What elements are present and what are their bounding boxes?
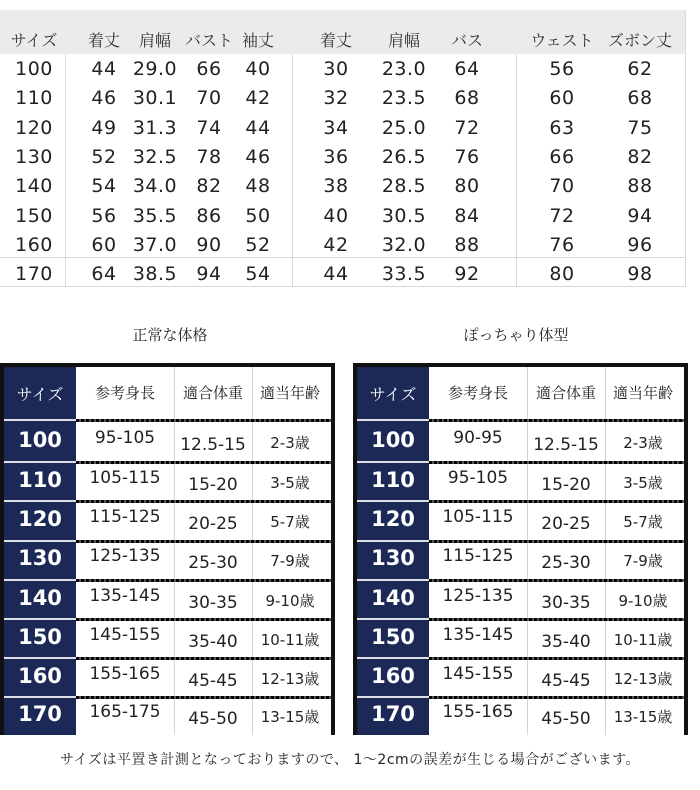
size-cell: 140 — [15, 175, 53, 198]
height-cell: 135-145 — [89, 586, 161, 606]
measurement-cell: 46 — [91, 87, 117, 110]
height-cell: 105-115 — [442, 507, 514, 527]
measurement-cell: 52 — [91, 145, 117, 168]
row-divider — [0, 257, 686, 258]
age-cell: 2-3歳 — [623, 434, 663, 452]
column-header: 肩幅 — [387, 31, 421, 50]
size-cell: 120 — [15, 116, 53, 139]
size-cell: 170 — [18, 702, 62, 726]
table-frame — [353, 363, 688, 367]
measurement-cell: 35.5 — [132, 204, 178, 227]
row-divider — [353, 579, 429, 581]
height-cell: 95-105 — [94, 428, 156, 448]
age-cell: 3-5歳 — [270, 474, 310, 492]
weight-cell: 45-45 — [541, 671, 591, 691]
size-cell: 160 — [18, 664, 62, 688]
size-cell: 110 — [371, 468, 415, 492]
chubby-build-caption: ぽっちゃり体型 — [463, 326, 569, 344]
measurement-cell: 70 — [196, 87, 222, 110]
normal-build-caption: 正常な体格 — [132, 326, 208, 344]
measurement-cell: 42 — [245, 87, 271, 110]
row-divider — [0, 461, 76, 463]
weight-cell: 30-35 — [188, 593, 238, 613]
weight-cell: 30-35 — [541, 593, 591, 613]
measurement-cell: 62 — [627, 58, 653, 80]
measurement-cell: 88 — [454, 233, 480, 256]
measurement-cell: 44 — [91, 58, 117, 80]
measurement-cell: 23.5 — [381, 87, 427, 110]
height-cell: 115-125 — [442, 546, 514, 566]
row-divider — [0, 657, 76, 659]
measurement-cell: 34 — [323, 116, 349, 139]
measurement-cell: 49 — [91, 116, 117, 139]
size-cell: 150 — [15, 204, 53, 227]
row-divider — [0, 696, 76, 698]
measurement-cell: 66 — [549, 145, 575, 168]
weight-cell: 20-25 — [541, 514, 591, 534]
weight-cell: 15-20 — [541, 475, 591, 495]
age-cell: 13-15歳 — [260, 708, 320, 726]
height-cell: 155-165 — [89, 664, 161, 684]
size-cell: 140 — [18, 586, 62, 610]
row-divider — [76, 696, 335, 699]
measurement-cell: 54 — [91, 175, 117, 198]
measurement-cell: 30 — [323, 58, 349, 80]
measurement-cell: 80 — [454, 175, 480, 198]
column-header: 肩幅 — [138, 31, 172, 50]
size-cell: 100 — [371, 428, 415, 452]
measurement-cell: 23.0 — [381, 58, 427, 80]
size-cell: 130 — [15, 145, 53, 168]
table-frame — [331, 363, 335, 735]
row-divider — [76, 419, 335, 422]
measurement-cell: 44 — [245, 116, 271, 139]
measurement-cell: 40 — [245, 58, 271, 80]
weight-cell: 12.5-15 — [180, 435, 246, 455]
row-divider — [0, 618, 76, 620]
measurement-cell: 75 — [627, 116, 653, 139]
measurement-cell: 72 — [454, 116, 480, 139]
row-divider — [353, 500, 429, 502]
measurement-cell: 38.5 — [132, 263, 178, 286]
row-divider — [429, 500, 688, 503]
age-cell: 7-9歳 — [623, 552, 663, 570]
row-divider — [0, 540, 76, 542]
height-cell: 145-155 — [442, 664, 514, 684]
row-divider — [0, 419, 76, 421]
column-header: 袖丈 — [241, 31, 275, 50]
row-divider — [76, 540, 335, 543]
row-divider — [429, 540, 688, 543]
column-header: バス — [450, 31, 484, 50]
measurement-cell: 32.5 — [132, 145, 178, 168]
weight-cell: 45-50 — [541, 709, 591, 729]
measurement-cell: 56 — [91, 204, 117, 227]
measurement-cell: 38 — [323, 175, 349, 198]
size-cell: 120 — [18, 507, 62, 531]
measurement-cell: 33.5 — [381, 263, 427, 286]
size-cell: 110 — [18, 468, 62, 492]
column-header: 参考身長 — [94, 384, 156, 402]
weight-cell: 45-45 — [188, 671, 238, 691]
measurement-cell: 42 — [323, 233, 349, 256]
row-divider — [76, 500, 335, 503]
height-cell: 95-105 — [447, 468, 509, 488]
column-header: 適当年齢 — [259, 384, 321, 402]
measurement-cell: 96 — [627, 233, 653, 256]
measurement-cell: 72 — [549, 204, 575, 227]
age-cell: 5-7歳 — [270, 513, 310, 531]
measurement-cell: 32.0 — [381, 233, 427, 256]
column-header: サイズ — [369, 385, 417, 404]
measurement-cell: 34.0 — [132, 175, 178, 198]
age-cell: 5-7歳 — [623, 513, 663, 531]
column-divider — [292, 54, 293, 287]
size-cell: 160 — [371, 664, 415, 688]
column-divider — [516, 54, 517, 287]
measurement-cell: 25.0 — [381, 116, 427, 139]
measurement-cell: 74 — [196, 116, 222, 139]
measurement-cell: 68 — [627, 87, 653, 110]
measurement-cell: 44 — [323, 263, 349, 286]
age-cell: 3-5歳 — [623, 474, 663, 492]
measurement-cell: 94 — [196, 263, 222, 286]
measurement-cell: 40 — [323, 204, 349, 227]
height-cell: 115-125 — [89, 507, 161, 527]
measurement-cell: 64 — [454, 58, 480, 80]
column-header: 参考身長 — [447, 384, 509, 402]
size-cell: 170 — [371, 702, 415, 726]
measurement-cell: 88 — [627, 175, 653, 198]
column-header: 着丈 — [319, 31, 353, 50]
table-frame — [0, 363, 4, 735]
height-cell: 155-165 — [442, 702, 514, 722]
measurement-cell: 68 — [454, 87, 480, 110]
size-cell: 100 — [15, 58, 53, 80]
height-cell: 135-145 — [442, 625, 514, 645]
measurement-cell: 70 — [549, 175, 575, 198]
height-cell: 165-175 — [89, 702, 161, 722]
measurement-cell: 36 — [323, 145, 349, 168]
measurement-cell: 46 — [245, 145, 271, 168]
measurement-cell: 64 — [91, 263, 117, 286]
age-cell: 10-11歳 — [260, 631, 320, 649]
row-divider — [353, 696, 429, 698]
row-divider — [353, 461, 429, 463]
column-header: 適合体重 — [535, 384, 597, 402]
size-cell: 150 — [18, 625, 62, 649]
weight-cell: 35-40 — [541, 632, 591, 652]
chubby-build-table — [353, 363, 688, 735]
measurement-cell: 76 — [454, 145, 480, 168]
table-frame — [684, 363, 688, 735]
weight-cell: 12.5-15 — [533, 435, 599, 455]
row-divider — [76, 618, 335, 621]
column-divider — [65, 54, 66, 287]
measurement-cell: 48 — [245, 175, 271, 198]
measurement-cell: 82 — [627, 145, 653, 168]
age-cell: 13-15歳 — [613, 708, 673, 726]
row-divider — [0, 286, 686, 287]
row-divider — [353, 657, 429, 659]
row-divider — [76, 657, 335, 660]
measurement-cell: 78 — [196, 145, 222, 168]
column-header: ズボン丈 — [607, 31, 673, 50]
measurement-cell: 31.3 — [132, 116, 178, 139]
measurement-cell: 60 — [549, 87, 575, 110]
measurement-cell: 90 — [196, 233, 222, 256]
row-divider — [0, 500, 76, 502]
weight-cell: 25-30 — [541, 553, 591, 573]
measurement-cell: 50 — [245, 204, 271, 227]
measurement-cell: 66 — [196, 58, 222, 80]
measurement-cell: 92 — [454, 263, 480, 286]
height-cell: 125-135 — [442, 586, 514, 606]
row-divider — [429, 461, 688, 464]
size-cell: 130 — [18, 546, 62, 570]
row-divider — [429, 618, 688, 621]
measurement-cell: 30.5 — [381, 204, 427, 227]
size-cell: 150 — [371, 625, 415, 649]
table-frame — [353, 363, 357, 735]
age-cell: 10-11歳 — [613, 631, 673, 649]
height-cell: 90-95 — [453, 428, 503, 448]
column-header: ウェスト — [530, 31, 594, 50]
age-cell: 9-10歳 — [618, 592, 668, 610]
size-chart-table — [0, 10, 686, 287]
size-cell: 100 — [18, 428, 62, 452]
measurement-cell: 63 — [549, 116, 575, 139]
row-divider — [353, 540, 429, 542]
measurement-cell: 86 — [196, 204, 222, 227]
measurement-cell: 28.5 — [381, 175, 427, 198]
size-cell: 140 — [371, 586, 415, 610]
row-divider — [429, 579, 688, 582]
measurement-cell: 37.0 — [132, 233, 178, 256]
measurement-cell: 80 — [549, 263, 575, 286]
height-cell: 105-115 — [89, 468, 161, 488]
column-header: サイズ — [16, 385, 64, 404]
row-divider — [429, 657, 688, 660]
table-border — [685, 10, 686, 287]
row-divider — [353, 419, 429, 421]
column-header: サイズ — [10, 31, 58, 50]
age-cell: 7-9歳 — [270, 552, 310, 570]
height-cell: 125-135 — [89, 546, 161, 566]
measurement-cell: 26.5 — [381, 145, 427, 168]
measurement-cell: 82 — [196, 175, 222, 198]
weight-cell: 35-40 — [188, 632, 238, 652]
measurement-cell: 76 — [549, 233, 575, 256]
measurement-cell: 94 — [627, 204, 653, 227]
column-header: 着丈 — [87, 31, 121, 50]
measurement-note: サイズは平置き計測となっておりますので、 1～2cmの誤差が生じる場合がございます。 — [59, 752, 641, 768]
size-cell: 130 — [371, 546, 415, 570]
row-divider — [429, 419, 688, 422]
row-divider — [0, 579, 76, 581]
measurement-cell: 84 — [454, 204, 480, 227]
measurement-cell: 54 — [245, 263, 271, 286]
row-divider — [429, 696, 688, 699]
age-cell: 12-13歳 — [613, 670, 673, 688]
column-header: 適当年齢 — [612, 384, 674, 402]
size-cell: 120 — [371, 507, 415, 531]
height-cell: 145-155 — [89, 625, 161, 645]
size-cell: 160 — [15, 233, 53, 256]
row-divider — [76, 461, 335, 464]
column-header: 適合体重 — [182, 384, 244, 402]
column-header: バスト — [184, 31, 234, 50]
weight-cell: 25-30 — [188, 553, 238, 573]
age-cell: 12-13歳 — [260, 670, 320, 688]
weight-cell: 20-25 — [188, 514, 238, 534]
measurement-cell: 30.1 — [132, 87, 178, 110]
age-cell: 2-3歳 — [270, 434, 310, 452]
size-cell: 170 — [15, 263, 53, 286]
weight-cell: 15-20 — [188, 475, 238, 495]
table-frame — [0, 363, 335, 367]
age-cell: 9-10歳 — [265, 592, 315, 610]
row-divider — [76, 579, 335, 582]
measurement-cell: 56 — [549, 58, 575, 80]
normal-build-table — [0, 363, 335, 735]
measurement-cell: 29.0 — [132, 58, 178, 80]
row-divider — [353, 618, 429, 620]
size-cell: 110 — [15, 87, 53, 110]
measurement-cell: 98 — [627, 263, 653, 286]
weight-cell: 45-50 — [188, 709, 238, 729]
measurement-cell: 60 — [91, 233, 117, 256]
measurement-cell: 52 — [245, 233, 271, 256]
measurement-cell: 32 — [323, 87, 349, 110]
